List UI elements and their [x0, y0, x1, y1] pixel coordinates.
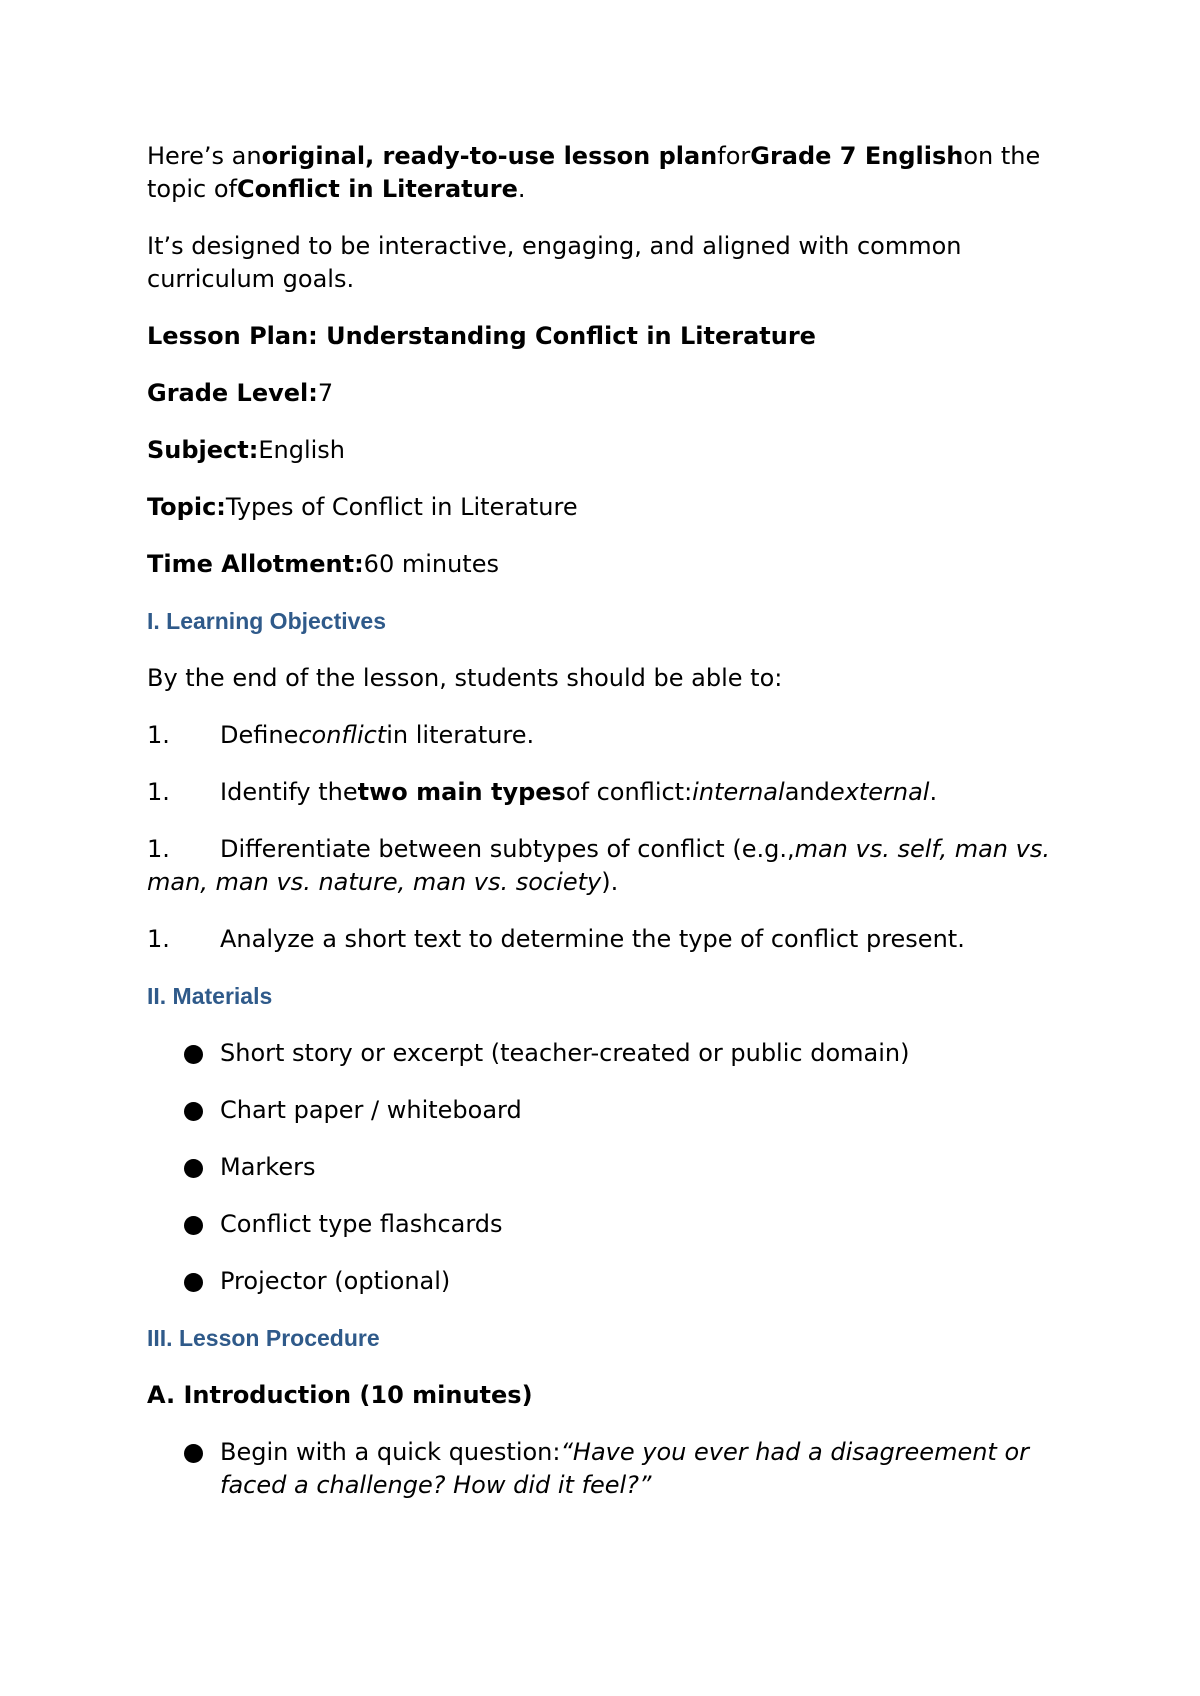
objective-item: 1. Identify thetwo main typesof conflict:internalandexternal.	[147, 776, 1087, 809]
bullet-icon	[184, 1436, 220, 1502]
list-number: 1.	[147, 925, 170, 953]
list-number: 1.	[147, 778, 170, 806]
objective-item: 1. Defineconflictin literature.	[147, 719, 1087, 752]
bullet-icon	[184, 1208, 220, 1241]
procedure-item: Begin with a quick question:“Have you ever had a disagreement or faced a challenge? How did it feel?”	[147, 1436, 1087, 1502]
bullet-icon	[184, 1151, 220, 1184]
topic: Topic:Types of Conflict in Literature	[147, 493, 578, 521]
intro-description: It’s designed to be interactive, engaging, and aligned with common curriculum goals.	[147, 232, 962, 293]
list-number: 1.	[147, 835, 170, 863]
bullet-icon	[184, 1037, 220, 1070]
bullet-icon	[184, 1094, 220, 1127]
objective-item: 1. Analyze a short text to determine the type of conflict present.	[147, 923, 1087, 956]
objectives-lead: By the end of the lesson, students should be able to:	[147, 664, 783, 692]
material-item: Projector (optional)	[147, 1265, 1087, 1298]
bullet-icon	[184, 1265, 220, 1298]
lesson-title: Lesson Plan: Understanding Conflict in Literature	[147, 322, 816, 350]
document-body	[147, 140, 1087, 1526]
objectives-heading: I. Learning Objectives	[147, 608, 387, 634]
materials-heading: II. Materials	[147, 983, 273, 1009]
material-item: Short story or excerpt (teacher-created or public domain)	[147, 1037, 1087, 1070]
time-allotment: Time Allotment:60 minutes	[147, 550, 499, 578]
procedure-heading: III. Lesson Procedure	[147, 1325, 380, 1351]
material-item: Chart paper / whiteboard	[147, 1094, 1087, 1127]
intro-paragraph: Here’s anoriginal, ready-to-use lesson planforGrade 7 Englishon the topic ofConflict in Literature.	[147, 142, 1041, 203]
material-item: Conflict type flashcards	[147, 1208, 1087, 1241]
list-number: 1.	[147, 721, 170, 749]
material-item: Markers	[147, 1151, 1087, 1184]
introduction-heading: A. Introduction (10 minutes)	[147, 1381, 533, 1409]
subject: Subject:English	[147, 436, 346, 464]
grade-level: Grade Level:7	[147, 379, 334, 407]
objective-item: 1. Differentiate between subtypes of conflict (e.g.,man vs. self, man vs. man, man vs. nature, man vs. society).	[147, 835, 1050, 896]
